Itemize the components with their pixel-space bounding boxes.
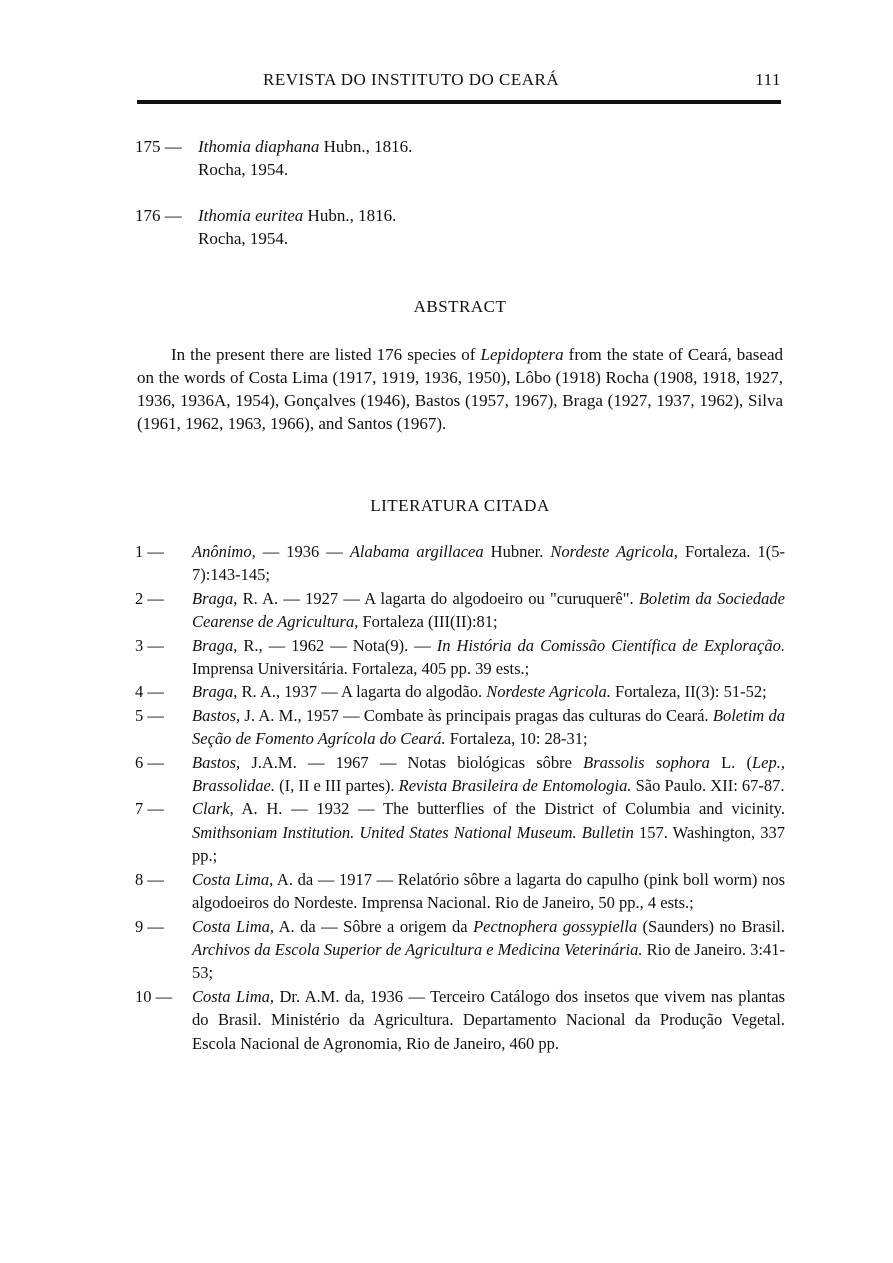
reference-text: São Paulo. XII: 67-87. [631, 776, 785, 796]
reference-text: A. da — 1917 — Relatório sôbre a lagarta do capulho (pink boll worm) nos algodoeiros do Nordeste. Imprensa Nacional. Rio de Janeiro, 50 pp., 4 ests.; [192, 869, 785, 913]
reference-text: Hubner. [483, 542, 551, 561]
species-authority: Hubn., 1816. [307, 206, 397, 225]
species-citation: Rocha, 1954. [198, 160, 289, 179]
reference-title: Nordeste Agricola. [486, 682, 611, 702]
journal-title: REVISTA DO INSTITUTO DO CEARÁ [263, 70, 560, 89]
species-name: Ithomia euritea [198, 206, 304, 225]
reference-item [135, 985, 785, 1055]
literature-heading: LITERATURA CITADA [370, 496, 550, 515]
reference-journal: Nordeste Agricola, [550, 542, 678, 561]
reference-item [135, 751, 785, 798]
reference-text: A. da — Sôbre a origem da [274, 916, 474, 936]
reference-text: A. H. — 1932 — The butterflies of the District of Columbia and vicinity. [233, 799, 785, 819]
reference-number: 5 — [135, 705, 164, 725]
reference-author: Braga, [192, 635, 238, 655]
reference-journal: Archivos da Escola Superior de Agricultura e Medicina Veterinária. [192, 939, 643, 959]
reference-text: Rio de Janeiro. 3:41-53; [192, 939, 785, 983]
reference-journal: Revista Brasileira de Entomologia. [398, 776, 632, 796]
reference-text: (Saunders) no Brasil. [637, 916, 785, 936]
reference-title: Boletim da Sociedade Cearense de Agricultura, [192, 588, 785, 632]
reference-text: R. A. — 1927 — A lagarta do algodoeiro ou "curuquerê". [237, 588, 639, 608]
species-entry [135, 135, 785, 181]
reference-text: (I, II e III partes). [274, 776, 399, 796]
reference-text: Fortaleza (III(II):81; [358, 612, 498, 632]
reference-author: Braga, [192, 588, 238, 608]
reference-text: Imprensa Universitária. Fortaleza, 405 pp. 39 ests.; [192, 659, 530, 679]
reference-author: Clark, [192, 799, 234, 819]
reference-number: 9 — [135, 916, 164, 936]
reference-number: 6 — [135, 752, 164, 772]
abstract-text [137, 343, 783, 435]
reference-item [135, 915, 785, 985]
reference-title: Smithsoniam Institution. United States National Museum. Bulletin [192, 822, 634, 842]
reference-title: Alabama argillacea [349, 542, 484, 561]
reference-item [135, 587, 785, 634]
reference-list [135, 540, 785, 1055]
reference-number: 1 — [135, 542, 164, 561]
species-citation: Rocha, 1954. [198, 229, 289, 248]
header-rule [137, 100, 781, 104]
reference-item [135, 704, 785, 751]
abstract-taxon: Lepidoptera [480, 345, 564, 364]
reference-author: Costa Lima, [192, 869, 274, 889]
reference-text: J.A.M. — 1967 — Notas biológicas sôbre [240, 752, 584, 772]
reference-text: L. ( [709, 752, 752, 772]
reference-item [135, 680, 785, 703]
species-name: Ithomia diaphana [198, 137, 320, 156]
species-number: 176 — [135, 206, 182, 225]
reference-author: Braga, [192, 682, 238, 702]
reference-item [135, 540, 785, 587]
reference-author: Anônimo, [192, 542, 256, 561]
abstract-text-part: In the present there are listed 176 species of [171, 345, 476, 364]
reference-number: 8 — [135, 869, 164, 889]
reference-title: Pectnophera gossypiella [473, 916, 638, 936]
reference-text: Fortaleza. 1(5-7):143-145; [192, 542, 785, 585]
reference-text: R., — 1962 — Nota(9). — [237, 635, 437, 655]
running-header [135, 70, 785, 94]
reference-title: In História da Comissão Científica de Exploração. [436, 635, 786, 655]
reference-author: Costa Lima, [192, 916, 275, 936]
reference-text: J. A. M., 1957 — Combate às principais pragas das culturas do Ceará. [240, 705, 713, 725]
reference-text: Fortaleza, II(3): 51-52; [610, 682, 767, 702]
reference-item [135, 797, 785, 867]
species-entry [135, 204, 785, 250]
reference-author: Costa Lima, [192, 986, 275, 1006]
reference-title: Boletim da Seção de Fomento Agrícola do Ceará. [192, 705, 785, 749]
species-authority: Hubn., 1816. [323, 137, 413, 156]
reference-journal: Lep., Brassolidae. [192, 752, 785, 796]
reference-number: 3 — [135, 635, 164, 655]
reference-number: 10 — [135, 986, 173, 1006]
reference-number: 4 — [135, 682, 164, 702]
reference-text: — 1936 — [255, 542, 350, 561]
reference-number: 7 — [135, 799, 164, 819]
reference-item [135, 634, 785, 681]
reference-text: Fortaleza, 10: 28-31; [445, 729, 588, 749]
page-number: 111 [755, 70, 781, 89]
reference-author: Bastos, [192, 752, 241, 772]
reference-title: Brassolis sophora [583, 752, 710, 772]
reference-text: R. A., 1937 — A lagarta do algodão. [237, 682, 487, 702]
reference-text: Dr. A.M. da, 1936 — Terceiro Catálogo dos insetos que vivem nas plantas do Brasil. Ministério da Agricultura. Departamento Nacional da Produção Vegetal. Escola Nacional de Agronomia, Rio de Janeiro, 460 pp. [192, 986, 786, 1053]
abstract-heading: ABSTRACT [413, 297, 507, 316]
reference-item [135, 868, 785, 915]
abstract-text-part: from the state of Ceará, basead on the words of Costa Lima (1917, 1919, 1936, 1950), Lôbo (1918) Rocha (1908, 1918, 1927, 1936, 1936A, 1954), Gonçalves (1946), Bastos (1957, 1967), Braga (1927, 1937, 1962), Silva (1961, 1962, 1963, 1966), and Santos (1967). [137, 345, 784, 433]
reference-number: 2 — [135, 588, 164, 608]
reference-text: 157. Washington, 337 pp.; [192, 822, 785, 866]
species-number: 175 — [135, 137, 182, 156]
reference-author: Bastos, [192, 705, 241, 725]
